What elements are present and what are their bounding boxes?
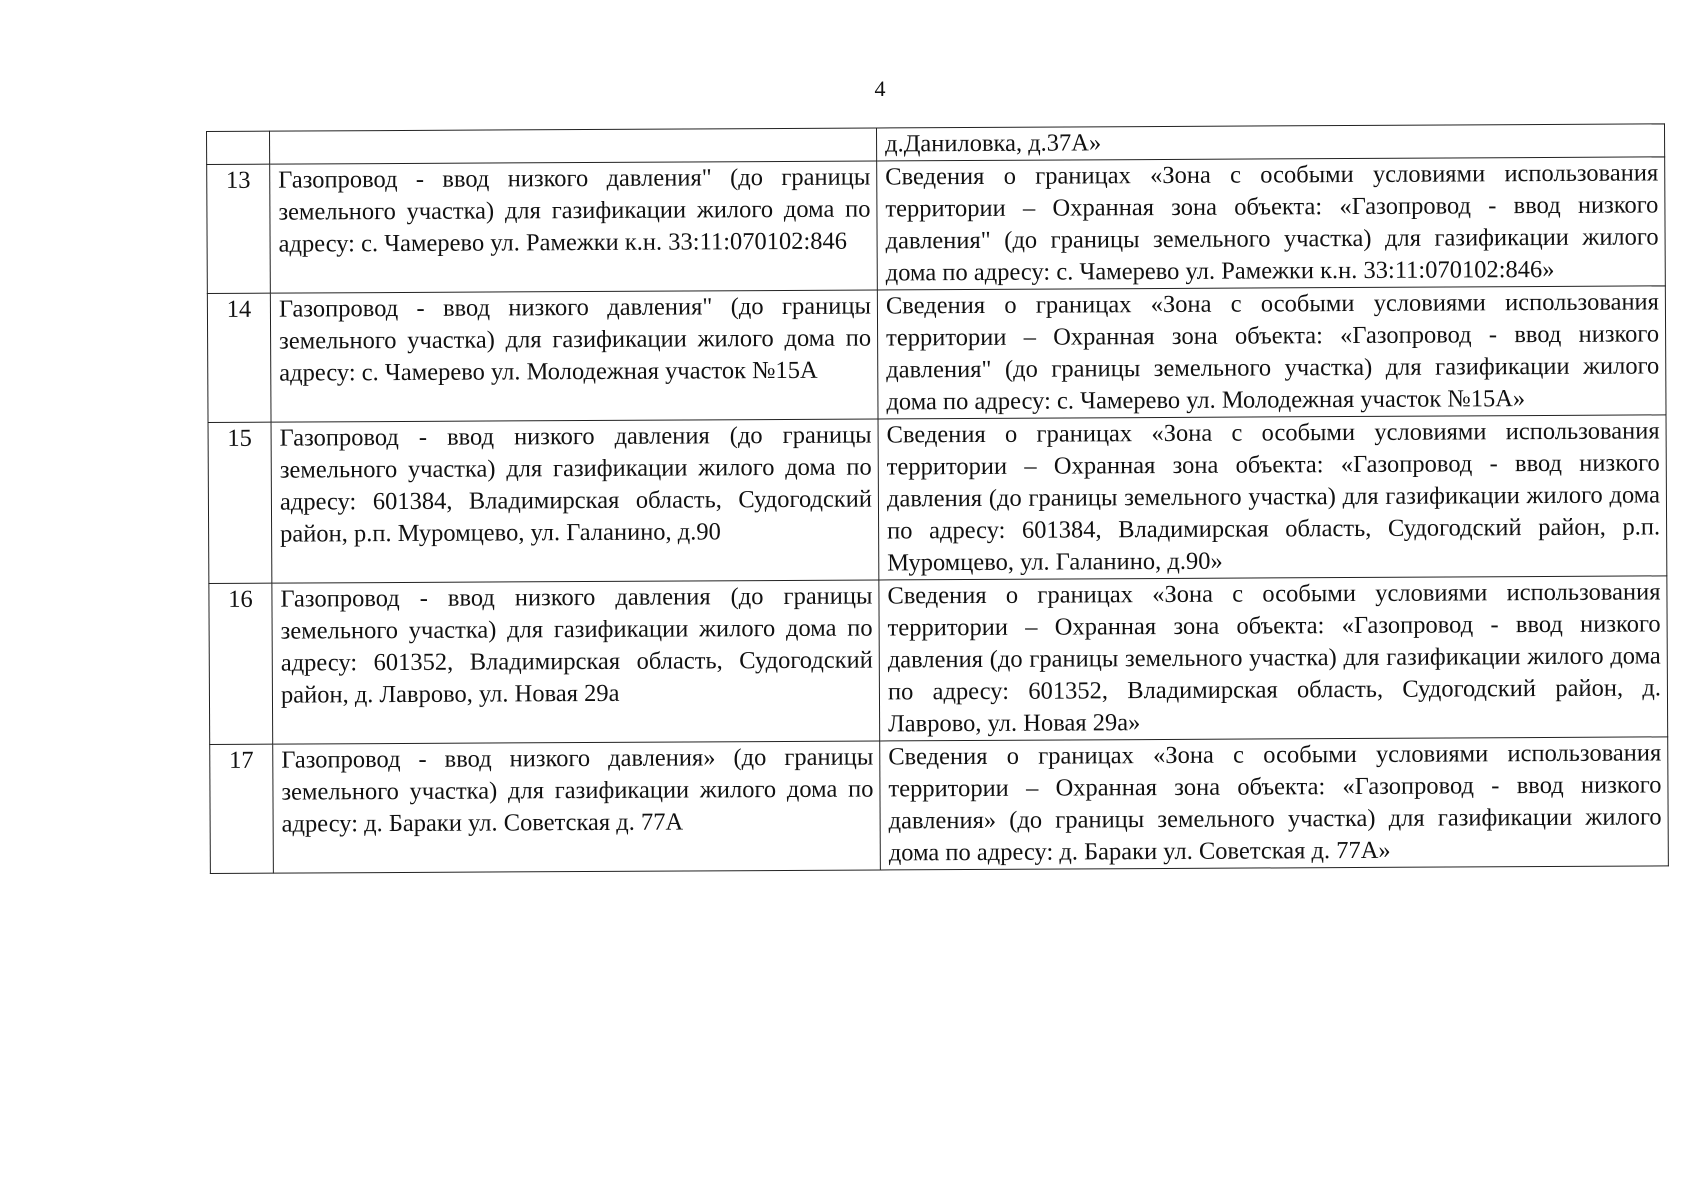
row-number: 16 [209,583,273,744]
description-cell: Сведения о границах «Зона с особыми условиями использования территории – Охранная зона объекта: «Газопровод - ввод низкого давления (до границы земельного участка) для газификации жилого дома по адресу: 601352, Владимирская область, Судогодский район, д. Лаврово, ул. Новая 29а» [879,576,1668,741]
page-number: 4 [874,76,886,101]
row-number: 15 [208,422,272,583]
description-cell: Сведения о границах «Зона с особыми условиями использования территории – Охранная зона объекта: «Газопровод - ввод низкого давления" (до границы земельного участка) для газификации жилого дома по адресу: с. Чамерево ул. Молодежная участок №15А» [877,286,1666,419]
table-row [207,286,1666,423]
table-row [210,737,1669,874]
object-cell: Газопровод - ввод низкого давления" (до границы земельного участка) для газификации жилого дома по адресу: с. Чамерево ул. Рамежки к.н. 33:11:070102:846 [270,161,878,293]
zones-table [206,123,1669,874]
table-row [209,576,1668,745]
description-cell: д.Даниловка, д.37А» [876,124,1664,161]
object-cell: Газопровод - ввод низкого давления" (до границы земельного участка) для газификации жилого дома по адресу: с. Чамерево ул. Молодежная участок №15А [270,290,878,422]
row-number [207,131,270,164]
description-cell: Сведения о границах «Зона с особыми условиями использования территории – Охранная зона объекта: «Газопровод - ввод низкого давления (до границы земельного участка) для газификации жилого дома по адресу: 601384, Владимирская область, Судогодский район, р.п. Муромцево, ул. Галанино, д.90» [878,415,1667,580]
row-number: 14 [207,293,271,422]
object-cell: Газопровод - ввод низкого давления (до границы земельного участка) для газификации жилого дома по адресу: 601352, Владимирская область, Судогодский район, д. Лаврово, ул. Новая 29а [272,580,880,744]
description-cell: Сведения о границах «Зона с особыми условиями использования территории – Охранная зона объекта: «Газопровод - ввод низкого давления" (до границы земельного участка) для газификации жилого дома по адресу: с. Чамерево ул. Рамежки к.н. 33:11:070102:846» [877,157,1666,290]
description-cell: Сведения о границах «Зона с особыми условиями использования территории – Охранная зона объекта: «Газопровод - ввод низкого давления» (до границы земельного участка) для газификации жилого дома по адресу: д. Бараки ул. Советская д. 77А» [880,737,1669,870]
row-number: 13 [207,164,271,293]
object-cell: Газопровод - ввод низкого давления» (до границы земельного участка) для газификации жилого дома по адресу: д. Бараки ул. Советская д. 77А [273,741,881,873]
table-row [208,415,1667,584]
object-cell [270,128,877,164]
row-number: 17 [210,744,274,873]
object-cell: Газопровод - ввод низкого давления (до границы земельного участка) для газификации жилого дома по адресу: 601384, Владимирская область, Судогодский район, р.п. Муромцево, ул. Галанино, д.90 [271,419,879,583]
zones-table-container [206,123,1669,874]
table-row [207,157,1666,294]
